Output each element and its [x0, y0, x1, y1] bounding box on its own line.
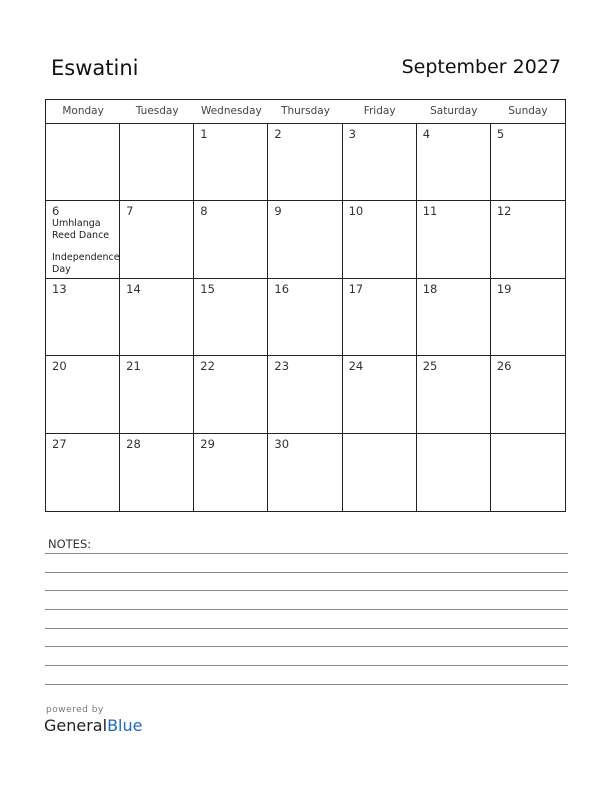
day-number: 13: [52, 281, 67, 296]
day-cell: [491, 356, 565, 433]
day-number: 21: [126, 359, 141, 374]
day-number: 27: [52, 436, 67, 451]
day-cell: [194, 356, 268, 433]
day-cell: [343, 356, 417, 433]
day-cell: [343, 434, 417, 511]
day-cell: [120, 201, 194, 278]
powered-by-text: powered by: [46, 705, 104, 715]
day-cells: [46, 124, 565, 511]
notes-line: [45, 665, 568, 666]
day-cell: [268, 434, 342, 511]
day-number: 6: [52, 204, 60, 219]
day-cell: [120, 356, 194, 433]
country-title: Eswatini: [51, 56, 139, 80]
day-cell: [120, 124, 194, 201]
day-number: 5: [496, 127, 505, 141]
day-cell: [268, 279, 342, 356]
day-number: 22: [200, 359, 215, 374]
weekday-sunday: Sunday: [508, 105, 548, 117]
day-cell: [194, 434, 268, 511]
day-number: 1: [200, 127, 208, 141]
notes-line: [45, 609, 568, 610]
day-number: 30: [274, 436, 290, 451]
month-title: September 2027: [401, 56, 561, 78]
notes-line: [45, 553, 568, 554]
day-cell: [417, 434, 491, 511]
day-cell: [343, 279, 417, 356]
day-cell: [268, 124, 342, 201]
day-number: 25: [422, 359, 438, 374]
day-number: 19: [496, 281, 512, 296]
day-cell: [194, 279, 268, 356]
notes-line: [45, 646, 568, 647]
day-cell: [120, 434, 194, 511]
day-number: 29: [200, 436, 215, 451]
day-number: 10: [348, 204, 364, 219]
day-cell: [417, 124, 491, 201]
brand-blue: Blue: [107, 716, 143, 735]
weekday-header: [46, 100, 565, 124]
generalblue-logo: [44, 716, 142, 735]
day-cell: [120, 279, 194, 356]
day-cell: [268, 356, 342, 433]
day-cell: [491, 434, 565, 511]
day-number: 2: [274, 127, 282, 141]
calendar-grid: [45, 99, 566, 512]
notes-line: [45, 572, 568, 573]
weekday-saturday: Saturday: [430, 105, 478, 117]
day-cell: [491, 201, 565, 278]
notes-line: [45, 628, 568, 629]
day-cell: [46, 124, 120, 201]
weekday-thursday: Thursday: [281, 105, 330, 117]
day-cell: [268, 201, 342, 278]
holiday-label: Independence Day: [52, 252, 120, 275]
day-cell: [194, 201, 268, 278]
day-number: 24: [348, 359, 364, 374]
brand-general: General: [44, 716, 108, 735]
day-cell: [46, 434, 120, 511]
day-cell: [491, 279, 565, 356]
day-number: 15: [200, 281, 215, 296]
day-number: 17: [348, 281, 364, 296]
holiday-label: Umhlanga Reed Dance: [52, 218, 110, 241]
day-number: 20: [52, 359, 67, 374]
day-number: 9: [274, 204, 282, 219]
day-cell: [194, 124, 268, 201]
day-number: 26: [496, 359, 512, 374]
day-number: 11: [422, 204, 438, 219]
weekday-wednesday: Wednesday: [200, 105, 262, 117]
day-cell: [46, 356, 120, 433]
day-cell: [46, 201, 120, 278]
day-number: 16: [274, 281, 290, 296]
day-number: 12: [496, 204, 512, 219]
weekday-tuesday: Tuesday: [135, 105, 179, 117]
day-cell: [417, 279, 491, 356]
day-cell: [46, 279, 120, 356]
notes-line: [45, 684, 568, 685]
day-number: 8: [200, 204, 208, 219]
day-number: 3: [348, 127, 356, 141]
notes-label: NOTES:: [48, 537, 92, 551]
day-cell: [343, 124, 417, 201]
day-cell: [417, 356, 491, 433]
weekday-friday: Friday: [363, 105, 396, 117]
notes-line: [45, 590, 568, 591]
day-number: 14: [126, 281, 141, 296]
weekday-monday: Monday: [62, 105, 104, 117]
day-number: 18: [422, 281, 438, 296]
day-cell: [417, 201, 491, 278]
day-number: 23: [274, 359, 290, 374]
day-number: 7: [126, 204, 134, 219]
day-number: 28: [126, 436, 141, 451]
day-cell: [343, 201, 417, 278]
day-number: 4: [422, 127, 431, 141]
day-cell: [491, 124, 565, 201]
